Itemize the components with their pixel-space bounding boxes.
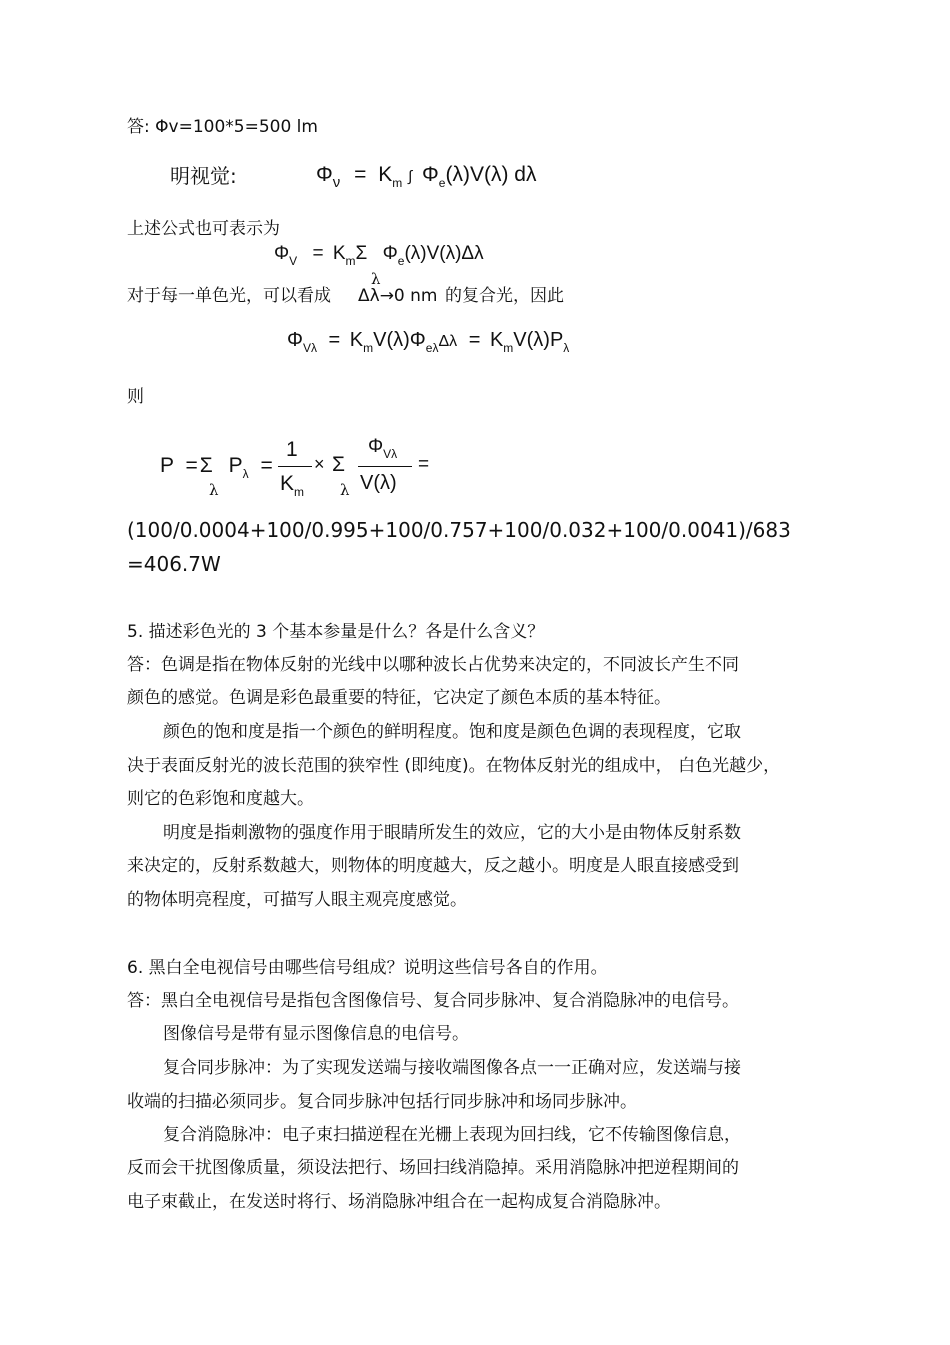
fraction-two-bar: [358, 466, 412, 467]
formula-sum: $\Phi_V = K_m\Sigma$ $\Phi_e(\lambda)V(\lambda)\Delta\lambda$: [274, 243, 484, 268]
monochrome-text-a: 对于每一单色光，可以看成: [127, 286, 331, 306]
also-expressed-text: 上述公式也可表示为: [127, 219, 280, 239]
q6-line: 反而会干扰图像质量，须设法把行、场回扫线消隐掉。采用消隐脉冲把逆程期间的: [127, 1158, 739, 1178]
q5-line: 则它的色彩饱和度越大。: [127, 789, 314, 809]
formula-power-sigma-sub: λ: [209, 481, 219, 499]
q6-line: 电子束截止，在发送时将行、场消隐脉冲组合在一起构成复合消隐脉冲。: [127, 1192, 671, 1212]
photopic-label: 明视觉:: [170, 164, 237, 188]
calc-line-1: (100/0.0004+100/0.995+100/0.757+100/0.032+100/0.0041)/683: [127, 518, 791, 542]
formula-monochrome: $\Phi_{V\lambda} = K_mV(\lambda)\Phi_{e\lambda}\Delta\lambda = K_mV(\lambda)P_\lambda$: [287, 329, 570, 355]
fraction-one-numerator: 1: [286, 438, 298, 461]
second-sigma: Σ: [332, 453, 345, 476]
calc-line-2: =406.7W: [127, 552, 221, 576]
then-text: 则: [127, 387, 144, 407]
q5-line: 颜色的感觉。色调是彩色最重要的特征，它决定了颜色本质的基本特征。: [127, 688, 671, 708]
answer-line: 答: Φv=100*5=500 lm: [127, 117, 318, 137]
q5-line: 决于表面反射光的波长范围的狭窄性 (即纯度)。在物体反射光的组成中， 白色光越少，: [127, 756, 781, 776]
q5-line: 来决定的，反射系数越大，则物体的明度越大，反之越小。明度是人眼直接感受到: [127, 856, 739, 876]
fraction-two-denominator: V(λ): [360, 472, 397, 494]
trailing-equals: =: [418, 454, 430, 475]
q6-line: 收端的扫描必须同步。复合同步脉冲包括行同步脉冲和场同步脉冲。: [127, 1092, 637, 1112]
formula-photopic: $\Phi_\nu = K_m$ ∫ $\Phi_e(\lambda)V(\lambda)$ dλ: [316, 163, 537, 191]
q6-line: 图像信号是带有显示图像信息的电信号。: [163, 1024, 469, 1044]
q5-line: 的物体明亮程度，可描写人眼主观亮度感觉。: [127, 890, 467, 910]
q6-line: 答：黑白全电视信号是指包含图像信号、复合同步脉冲、复合消隐脉冲的电信号。: [127, 991, 739, 1011]
formula-power-left: P =Σ $P_\lambda$ =: [160, 454, 273, 481]
fraction-two-numerator: $\Phi_{V\lambda}$: [368, 436, 398, 461]
q5-line: 答：色调是指在物体反射的光线中以哪种波长占优势来决定的，不同波长产生不同: [127, 655, 739, 675]
fraction-one-bar: [278, 466, 312, 467]
formula-sum-subscript: λ: [371, 270, 381, 288]
monochrome-text-b: 的复合光，因此: [445, 286, 564, 306]
q6-line: 复合同步脉冲：为了实现发送端与接收端图像各点一一正确对应，发送端与接: [163, 1058, 741, 1078]
times-sign: ×: [314, 454, 325, 474]
monochrome-delta: Δλ→0 nm: [358, 286, 438, 306]
q5-line: 明度是指刺激物的强度作用于眼睛所发生的效应，它的大小是由物体反射系数: [163, 823, 741, 843]
q5-line: 颜色的饱和度是指一个颜色的鲜明程度。饱和度是颜色色调的表现程度，它取: [163, 722, 741, 742]
q6-line: 复合消隐脉冲：电子束扫描逆程在光栅上表现为回扫线，它不传输图像信息，: [163, 1125, 741, 1145]
q5-title: 5. 描述彩色光的 3 个基本参量是什么？各是什么含义？: [127, 622, 545, 642]
second-sigma-sub: λ: [340, 481, 350, 499]
q6-title: 6. 黑白全电视信号由哪些信号组成？说明这些信号各自的作用。: [127, 958, 608, 978]
fraction-one-denominator: $K_m$: [280, 472, 305, 499]
